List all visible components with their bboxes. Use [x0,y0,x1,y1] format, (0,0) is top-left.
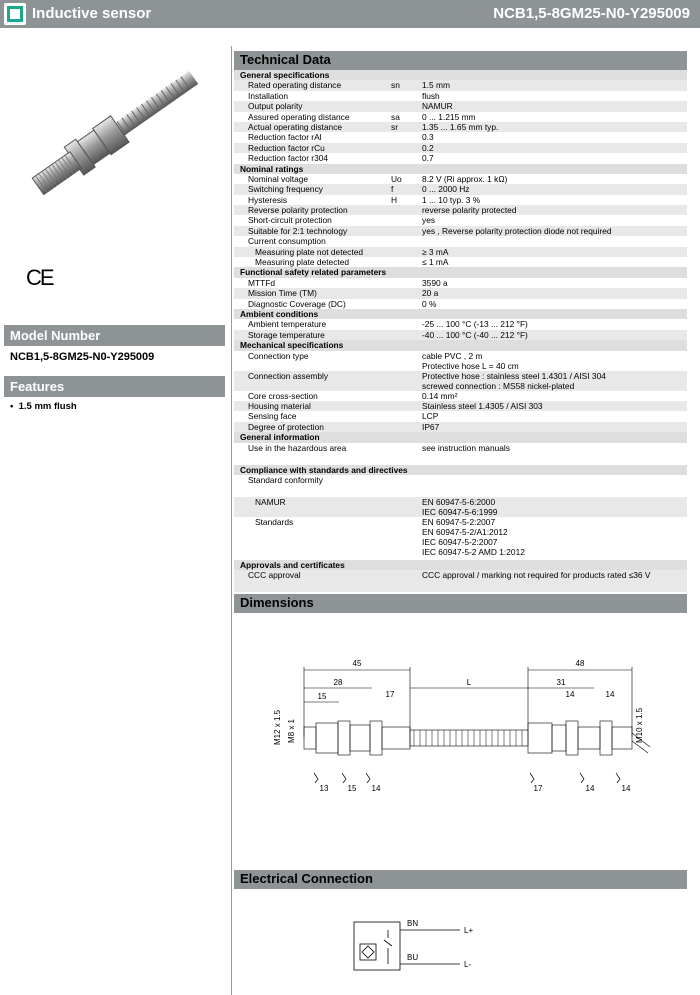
dim-L: L [466,678,472,687]
spec-row [234,257,687,267]
spec-label: Reduction factor r304 [248,153,329,164]
spec-value: 1.35 ... 1.65 mm typ. [422,121,499,132]
spec-label: Actual operating distance [248,121,343,132]
spec-row [234,247,687,257]
spec-label: Housing material [248,400,311,411]
spec-label: Switching frequency [248,184,323,195]
ce-mark: CE [26,265,53,290]
terminal-lplus: L+ [464,926,474,935]
spec-row [234,184,687,194]
bullet-icon: • [10,401,19,412]
spec-row [234,371,687,391]
brand-logo-icon [4,3,26,25]
spec-label: Connection type [248,350,309,361]
spec-value: reverse polarity protected [422,205,517,216]
spec-row [234,497,687,517]
spec-label: Ambient temperature [248,319,327,330]
spec-label: Current consumption [248,236,326,247]
spec-label: Suitable for 2:1 technology [248,225,348,236]
spec-value: Protective hose L = 40 cm [422,360,519,371]
spec-label: Assured operating distance [248,111,350,122]
spec-label: Approvals and certificates [240,559,345,570]
spec-symbol: sn [391,80,400,91]
sensor-photo [14,68,214,208]
spec-label: Core cross-section [248,390,318,401]
spec-symbol: sa [391,111,400,122]
spec-row [234,288,687,298]
spec-label: Diagnostic Coverage (DC) [248,298,346,309]
spec-value: see instruction manuals [422,442,510,453]
spec-value: -25 ... 100 °C (-13 ... 212 °F) [422,319,528,330]
spec-label: Sensing face [248,411,297,422]
features-heading: Features [4,376,225,397]
spec-row [234,153,687,163]
spec-value: IEC 60947-5-6:1999 [422,506,498,517]
spec-row [234,443,687,465]
spec-value: -40 ... 100 °C (-40 ... 212 °F) [422,329,528,340]
spec-label: Reverse polarity protection [248,205,348,216]
spec-value: screwed connection : MS58 nickel-plated [422,380,575,391]
spec-value: yes , Reverse polarity protection diode not required [422,225,612,236]
spec-row [234,112,687,122]
terminal-lminus: L- [464,960,472,969]
column-divider [231,46,232,995]
spec-label: Compliance with standards and directives [240,464,408,475]
spec-label: MTTFd [248,277,275,288]
spec-row [234,195,687,205]
spec-label: Functional safety related parameters [240,267,387,278]
spec-row [234,122,687,132]
spec-label: Short-circuit protection [248,215,332,226]
spec-label: CCC approval [248,570,301,581]
spec-value: ≥ 3 mA [422,246,449,257]
spec-value: IEC 60947-5-2 AMD 1:2012 [422,546,525,557]
spec-value: 0.7 [422,153,434,164]
spec-row [234,205,687,215]
spec-row [234,351,687,371]
spec-value: NAMUR [422,101,453,112]
technical-data-heading: Technical Data [234,51,687,70]
spec-symbol: H [391,194,398,205]
spec-row [234,422,687,432]
header-bar [0,0,700,28]
spec-value: LCP [422,411,439,422]
spec-value: ≤ 1 mA [422,257,449,268]
spec-label: Standards [255,516,294,527]
spec-value: IP67 [422,421,440,432]
spec-row [234,391,687,401]
spec-label: Reduction factor rAl [248,132,322,143]
dim-m10: M10 x 1.5 [635,707,644,743]
wrench-15: 15 [347,784,357,793]
spec-label: Hysteresis [248,194,288,205]
spec-value: IEC 60947-5-2:2007 [422,536,498,547]
spec-value: 3590 a [422,277,448,288]
spec-value: Stainless steel 1.4305 / AISI 303 [422,400,543,411]
spec-row [234,299,687,309]
spec-label: Mission Time (TM) [248,288,317,299]
feature-item [10,401,77,412]
technical-data-table [234,70,687,592]
spec-label: Storage temperature [248,329,325,340]
wire-bu: BU [407,953,419,962]
spec-label: Output polarity [248,101,303,112]
spec-value: EN 60947-5-2/A1:2012 [422,526,508,537]
spec-value: 0.14 mm² [422,390,458,401]
spec-value: EN 60947-5-6:2000 [422,496,496,507]
spec-row [234,143,687,153]
section-heading [234,70,687,80]
spec-label: Use in the hazardous area [248,442,347,453]
dim-14b: 14 [605,690,615,699]
spec-label: Nominal voltage [248,173,309,184]
spec-label: Reduction factor rCu [248,142,325,153]
dim-15: 15 [317,692,327,701]
spec-row [234,80,687,90]
spec-label: Mechanical specifications [240,340,344,351]
spec-value: cable PVC , 2 m [422,350,483,361]
wrench-icons [314,773,620,783]
model-number-heading: Model Number [4,325,225,346]
spec-row [234,91,687,101]
spec-value: flush [422,90,440,101]
spec-value: 20 a [422,288,439,299]
section-heading [234,432,687,442]
spec-label: Connection assembly [248,370,329,381]
section-heading [234,560,687,570]
product-code: NCB1,5-8GM25-N0-Y295009 [493,5,690,22]
spec-label: Degree of protection [248,421,324,432]
spec-value: 0.2 [422,142,434,153]
spec-value: 0 % [422,298,437,309]
spec-value: 1 ... 10 typ. 3 % [422,194,481,205]
spec-value: Protective hose : stainless steel 1.4301 / AISI 304 [422,370,606,381]
wrench-14c: 14 [621,784,631,793]
section-heading [234,267,687,277]
spec-row [234,330,687,340]
spec-row [234,401,687,411]
spec-label: Standard conformity [248,474,323,485]
spec-label: Nominal ratings [240,163,304,174]
spec-row [234,215,687,225]
spec-value: 0 ... 2000 Hz [422,184,470,195]
spec-value: 8.2 V (Ri approx. 1 kΩ) [422,173,508,184]
model-number-value: NCB1,5-8GM25-N0-Y295009 [10,351,155,363]
spec-value: 0.3 [422,132,434,143]
dim-45: 45 [352,659,362,668]
spec-value: yes [422,215,436,226]
spec-row [234,278,687,288]
dim-31: 31 [556,678,566,687]
spec-row [234,319,687,329]
spec-value: 1.5 mm [422,80,450,91]
dimensions-heading: Dimensions [234,594,687,613]
page-title: Inductive sensor [32,5,152,22]
spec-row [234,226,687,236]
wrench-14b: 14 [585,784,595,793]
dim-m8: M8 x 1 [287,718,296,743]
spec-label: Measuring plate detected [255,257,350,268]
spec-label: Installation [248,90,289,101]
wrench-13: 13 [319,784,329,793]
spec-label: Rated operating distance [248,80,342,91]
spec-label: Measuring plate not detected [255,246,364,257]
spec-label: NAMUR [255,496,286,507]
spec-value: CCC approval / marking not required for products rated ≤36 V [422,570,651,581]
dim-m12: M12 x 1.5 [273,709,282,745]
wrench-17: 17 [533,784,543,793]
dim-14a: 14 [565,690,575,699]
section-heading [234,465,687,475]
feature-item-label: 1.5 mm flush [18,401,77,412]
spec-row [234,101,687,111]
section-heading [234,164,687,174]
spec-row [234,475,687,497]
spec-row [234,517,687,560]
spec-row [234,236,687,246]
spec-label: General specifications [240,70,330,80]
section-heading [234,309,687,319]
electrical-connection-diagram [340,910,500,980]
spec-row [234,570,687,592]
dim-48: 48 [575,659,585,668]
wire-bn: BN [407,919,419,928]
electrical-connection-heading: Electrical Connection [234,870,687,889]
dimensions-drawing [240,655,660,805]
spec-symbol: sr [391,121,398,132]
header-divider [0,28,232,40]
dim-17: 17 [385,690,395,699]
spec-row [234,411,687,421]
spec-label: General information [240,432,320,443]
spec-label: Ambient conditions [240,308,319,319]
section-heading [234,340,687,350]
dim-28: 28 [333,678,343,687]
spec-value: 0 ... 1.215 mm [422,111,476,122]
spec-row [234,132,687,142]
spec-symbol: f [391,184,394,195]
spec-row [234,174,687,184]
spec-symbol: Uo [391,173,402,184]
spec-value: EN 60947-5-2:2007 [422,516,496,527]
wrench-14: 14 [371,784,381,793]
